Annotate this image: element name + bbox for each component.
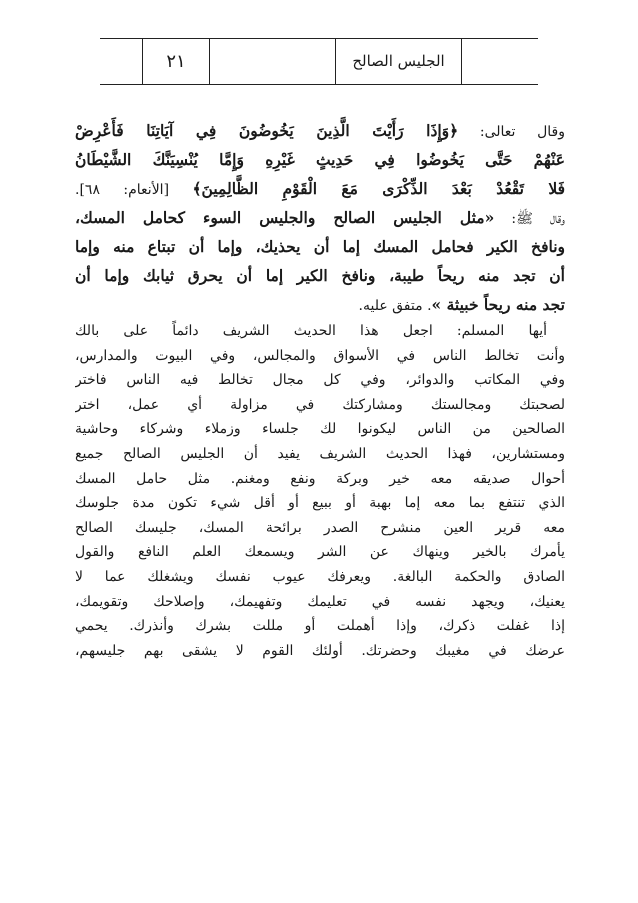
verse-text: ﴿وَإِذَا رَأَيْتَ الَّذِينَ يَخُوضُونَ فِي آيَاتِنَا فَأَعْرِضْ [75, 121, 459, 140]
body-line: معه قرير العين منشرح الصدر برائحة المسك، جليسك الصالح [75, 519, 565, 536]
body-line: الصالحين من الناس ليكونوا لك جلساء وزملاء وشركاء وحاشية [75, 421, 565, 438]
body-line: الصادق والحكمة البالغة. ويعرفك عيوب نفسك ويشغلك عما لا [75, 568, 565, 585]
body-line: الذي تنتفع بما معه إما بهبة أو ببيع أو أقل شيء تكون مدة جلوسك [75, 495, 565, 512]
body-line: إذا غفلت ذكرك، وإذا أهملت أو مللت بشرك وأنذرك. يحمي [75, 618, 565, 635]
page-header [100, 38, 538, 88]
verse-text: فَلا تَقْعُدْ بَعْدَ الذِّكْرَى مَعَ الْقَوْمِ الظَّالِمِينَ﴾ [192, 179, 565, 198]
page-number-box [142, 38, 210, 84]
hadith-text: «مثل الجليس الصالح والجليس السوء كحامل المسك، [75, 208, 495, 227]
body-line: ومستشارين، فهذا الحديث الشريف يفيد أن الجليس الصالح جميع [75, 445, 565, 462]
header-bottom-rule [100, 84, 538, 85]
body-line: عرضك في مغيبك وحضرتك. أولئك القوم لا يشقى بهم جليسهم، [75, 642, 565, 659]
hadith-line [75, 203, 565, 232]
body-line: يأمرك بالخير وينهاك عن الشر ويسمعك العلم النافع والقول [75, 544, 565, 561]
verse-intro: وقال تعالى: [458, 124, 565, 140]
body-line: وأنت تخالط الناس في الأسواق والمجالس، وفي البيوت والمدارس، [75, 347, 565, 364]
body-line: لصحبتك ومجالستك ومشاركتك في مزاولة أي عمل، اختر [75, 396, 565, 413]
running-title-box [335, 38, 462, 84]
hadith-text: أن تجد منه ريحاً طيبة، ونافخ الكير إما أن يحرق ثيابك وإما أن [75, 266, 565, 285]
verse-line [75, 116, 565, 145]
body-line: يعنيك، ويجهد نفسه في تعليمك وتفهيمك، وإصلاحك وتقويمك، [75, 593, 565, 610]
hadith-text: ونافخ الكير فحامل المسك إما أن يحذيك، وإما أن تبتاع منه وإما [75, 237, 565, 256]
hadith-text: تجد منه ريحاً خبيثة » [431, 295, 565, 314]
body-paragraph [75, 319, 565, 663]
body-line: وفي المكاتب والدوائر، وفي كل مجال تخالط فيه الناس فاختر [75, 372, 565, 389]
page-body [75, 116, 565, 663]
verse-text: عَنْهُمْ حَتَّى يَخُوضُوا فِي حَدِيثٍ غَيْرِهِ وَإِمَّا يُنْسِيَنَّكَ الشَّيْطَانُ [75, 150, 565, 169]
body-line: أيها المسلم: اجعل هذا الحديث الشريف دائماً على بالك [75, 323, 547, 339]
body-line: أحوال صديقه معه خير وبركة ونفع ومغنم. مثل حامل المسك [75, 470, 565, 487]
hadith-line [75, 261, 565, 290]
hadith [75, 203, 565, 319]
running-title: الجليس الصالح [352, 52, 445, 70]
hadith-line [75, 290, 565, 319]
quran-verse [75, 116, 565, 203]
verse-reference: [الأنعام: ٦٨]. [75, 182, 193, 198]
verse-line [75, 174, 565, 203]
page-number: ٢١ [166, 50, 186, 72]
verse-line [75, 145, 565, 174]
hadith-reference: . متفق عليه. [358, 298, 432, 314]
hadith-intro: وقال ﷺ: [494, 211, 565, 227]
hadith-line [75, 232, 565, 261]
